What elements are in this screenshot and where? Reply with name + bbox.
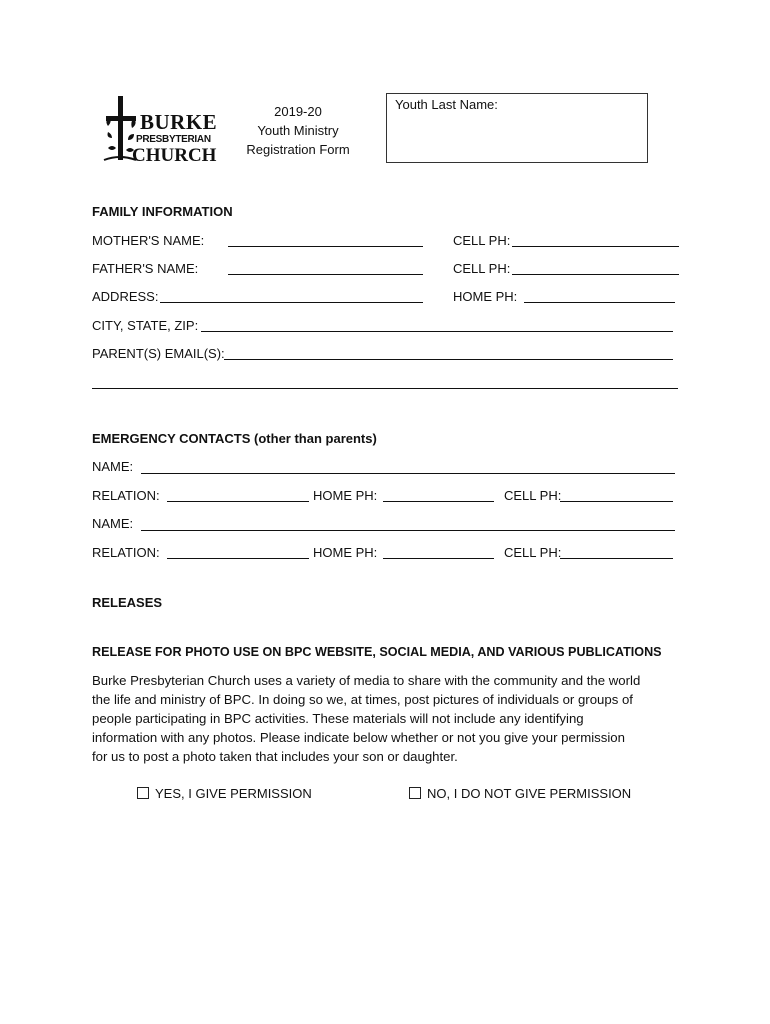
emergency-name-label-2: NAME: — [92, 516, 134, 531]
form-title — [228, 102, 368, 159]
address-label: ADDRESS: — [92, 289, 159, 304]
emergency-relation-label-2: RELATION: — [92, 545, 160, 560]
paragraph-line: people participating in BPC activities. These materials will not include any identifying — [92, 711, 584, 726]
logo-line-1: BURKE — [140, 110, 218, 134]
emergency-home-label-1: HOME PH: — [313, 488, 378, 503]
home-phone-field[interactable] — [524, 302, 675, 303]
paragraph-line: for us to post a photo taken that includes your son or daughter. — [92, 749, 458, 764]
emergency-name-field-1[interactable] — [141, 473, 675, 474]
emergency-cell-field-1[interactable] — [560, 501, 673, 502]
no-permission-checkbox[interactable] — [409, 787, 421, 799]
father-name-label: FATHER'S NAME: — [92, 261, 199, 276]
emergency-home-label-2: HOME PH: — [313, 545, 378, 560]
address-field[interactable] — [160, 302, 423, 303]
yes-permission-option[interactable] — [137, 786, 312, 802]
city-state-zip-field[interactable] — [201, 331, 673, 332]
form-title-year: 2019-20 — [274, 104, 322, 119]
emergency-cell-label-2: CELL PH: — [504, 545, 562, 560]
yes-permission-label: YES, I GIVE PERMISSION — [155, 786, 312, 801]
emergency-relation-field-2[interactable] — [167, 558, 309, 559]
photo-release-paragraph — [92, 671, 692, 766]
emergency-heading: EMERGENCY CONTACTS (other than parents) — [92, 431, 377, 446]
emergency-home-field-1[interactable] — [383, 501, 494, 502]
mother-name-field[interactable] — [228, 246, 423, 247]
home-phone-label: HOME PH: — [453, 289, 518, 304]
city-state-zip-label: CITY, STATE, ZIP: — [92, 318, 199, 333]
releases-heading: RELEASES — [92, 595, 163, 610]
youth-last-name-field[interactable] — [386, 93, 648, 163]
emergency-cell-label-1: CELL PH: — [504, 488, 562, 503]
no-permission-label: NO, I DO NOT GIVE PERMISSION — [427, 786, 632, 801]
mother-name-label: MOTHER'S NAME: — [92, 233, 205, 248]
family-heading: FAMILY INFORMATION — [92, 204, 233, 219]
emergency-name-field-2[interactable] — [141, 530, 675, 531]
mother-cell-label: CELL PH: — [453, 233, 511, 248]
form-title-ministry: Youth Ministry — [257, 123, 339, 138]
emergency-relation-field-1[interactable] — [167, 501, 309, 502]
parent-email-label: PARENT(S) EMAIL(S): — [92, 346, 225, 361]
emergency-relation-label-1: RELATION: — [92, 488, 160, 503]
church-logo — [102, 94, 218, 166]
emergency-cell-field-2[interactable] — [560, 558, 673, 559]
logo-line-2: PRESBYTERIAN — [136, 134, 211, 145]
no-permission-option[interactable] — [409, 786, 631, 802]
parent-email-field[interactable] — [224, 359, 673, 360]
paragraph-line: information with any photos. Please indicate below whether or not you give your permission — [92, 730, 625, 745]
photo-release-heading: RELEASE FOR PHOTO USE ON BPC WEBSITE, SOCIAL MEDIA, AND VARIOUS PUBLICATIONS — [92, 645, 662, 659]
youth-last-name-label: Youth Last Name: — [395, 97, 498, 112]
paragraph-line: the life and ministry of BPC. In doing so we, at times, post pictures of individuals or groups of — [92, 692, 633, 707]
paragraph-line: Burke Presbyterian Church uses a variety of media to share with the community and the world — [92, 673, 641, 688]
father-cell-field[interactable] — [512, 274, 679, 275]
form-title-name: Registration Form — [246, 142, 350, 157]
mother-cell-field[interactable] — [512, 246, 679, 247]
parent-email-field-extra-line[interactable] — [92, 388, 678, 389]
father-name-field[interactable] — [228, 274, 423, 275]
yes-permission-checkbox[interactable] — [137, 787, 149, 799]
emergency-name-label-1: NAME: — [92, 459, 134, 474]
father-cell-label: CELL PH: — [453, 261, 511, 276]
emergency-home-field-2[interactable] — [383, 558, 494, 559]
logo-line-3: CHURCH — [132, 145, 217, 166]
